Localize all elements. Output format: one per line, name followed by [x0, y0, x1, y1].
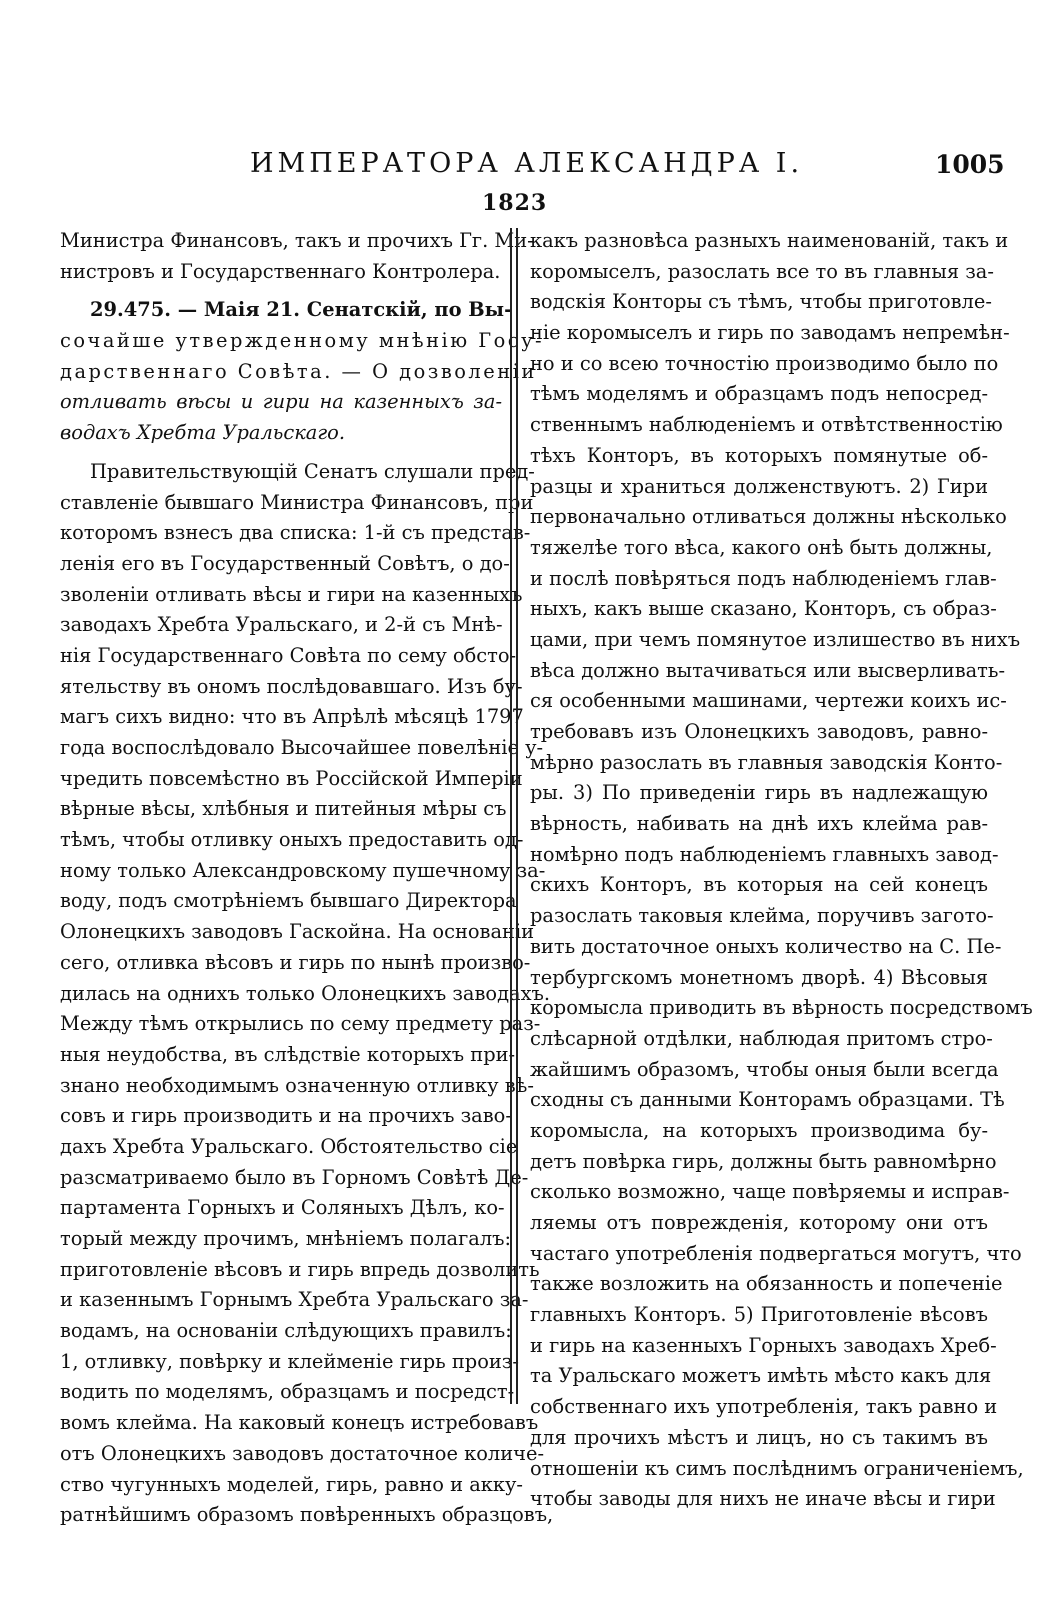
text-line: ратнѣйшимъ образомъ повѣренныхъ образцовъ, — [60, 1503, 554, 1527]
text-line: сколько возможно, чаще повѣряемы и исправ- — [530, 1180, 1010, 1204]
text-line: воду, подъ смотрѣніемъ бывшаго Директора — [60, 889, 517, 913]
text-line: ленія его въ Государственный Совѣтъ, о до- — [60, 551, 510, 575]
year-heading: 1823 — [482, 190, 548, 216]
text-line: коромысла, на которыхъ производима бу- — [530, 1118, 988, 1142]
text-line: первоначально отливаться должны нѣсколько — [530, 505, 1007, 529]
text-line: заводахъ Хребта Уральскаго, и 2-й съ Мнѣ- — [60, 613, 503, 637]
text-line: 1, отливку, повѣрку и клейменіе гирь произ- — [60, 1349, 519, 1373]
text-line: но и со всею точностію производимо было по — [530, 351, 999, 375]
text-line: ся особенными машинами, чертежи коихъ ис- — [530, 689, 1007, 713]
page-number: 1005 — [935, 150, 1005, 179]
text-line: ному только Александровскому пушечному за- — [60, 858, 546, 882]
text-line: магъ сихъ видно: что въ Апрѣлѣ мѣсяцѣ 1797 — [60, 705, 524, 729]
text-line: чтобы заводы для нихъ не иначе вѣсы и гири — [530, 1487, 996, 1511]
text-line: жайшимъ образомъ, чтобы оныя были всегда — [530, 1057, 999, 1081]
decree-title-line: водахъ Хребта Уральскаго. — [60, 421, 345, 445]
text-line: вѣса должно вытачиваться или высверливать- — [530, 658, 1006, 682]
text-line: отношеніи къ симъ послѣднимъ ограниченіемъ, — [530, 1456, 1024, 1480]
text-line: цами, при чемъ помянутое излишество въ нихъ — [530, 627, 1021, 651]
text-line: водамъ, на основаніи слѣдующихъ правилъ: — [60, 1319, 512, 1343]
text-line: частаго употребленія подвергаться могутъ, что — [530, 1241, 1022, 1265]
text-line: тѣмъ, чтобы отливку оныхъ предоставить од- — [60, 828, 524, 852]
text-line: какъ разновѣса разныхъ наименованій, такъ и — [530, 229, 1009, 252]
text-line: дахъ Хребта Уральскаго. Обстоятельство сіе — [60, 1134, 518, 1158]
text-line: слѣсарной отдѣлки, наблюдая притомъ стро- — [530, 1026, 993, 1050]
text-line: Правительствующій Сенатъ слушали пред- — [90, 459, 535, 483]
text-line: коромыселъ, разослать все то въ главныя за- — [530, 259, 994, 283]
text-line: тербургскомъ монетномъ дворѣ. 4) Вѣсовыя — [530, 965, 988, 989]
text-line: сего, отливка вѣсовъ и гирь по нынѣ произво- — [60, 950, 531, 974]
text-line: ніе коромыселъ и гирь по заводамъ непремѣн- — [530, 321, 1010, 345]
right-column — [530, 226, 1033, 1515]
left-column — [60, 226, 554, 1531]
text-line: Между тѣмъ открылись по сему предмету раз- — [60, 1012, 541, 1036]
text-line: совъ и гирь производить и на прочихъ заво- — [60, 1104, 512, 1128]
text-line: ныя неудобства, въ слѣдствіе которыхъ при- — [60, 1042, 516, 1066]
text-line: и казеннымъ Горнымъ Хребта Уральскаго за- — [60, 1288, 529, 1312]
text-line: разцы и храниться долженствуютъ. 2) Гири — [530, 474, 988, 498]
text-line: чредить повсемѣстно въ Россійской Имперіи — [60, 766, 523, 790]
text-line: партамента Горныхъ и Соляныхъ Дѣлъ, ко- — [60, 1196, 505, 1220]
text-line: ляемы отъ поврежденія, которому они отъ — [530, 1211, 988, 1234]
text-line: приготовленіе вѣсовъ и гирь впредь дозволить — [60, 1257, 540, 1281]
text-line: ятельству въ ономъ послѣдовавшаго. Изъ бу- — [60, 674, 523, 698]
text-line: детъ повѣрка гирь, должны быть равномѣрно — [530, 1149, 997, 1173]
text-line: коромысла приводить въ вѣрность посредствомъ — [530, 996, 1033, 1020]
text-line: вить достаточное оныхъ количество на С. Пе- — [530, 934, 1002, 958]
text-line: которомъ взнесъ два списка: 1-й съ представ- — [60, 521, 531, 545]
text-line: тѣхъ Конторъ, въ которыхъ помянутые об- — [530, 443, 988, 467]
decree-heading-line: сочайше утвержденному мнѣнію Госу- — [60, 329, 545, 353]
text-line: вомъ клейма. На каковый конецъ истребовавъ — [60, 1411, 539, 1435]
text-line: зволеніи отливать вѣсы и гири на казенныхъ — [60, 582, 523, 606]
decree-title-line: отливать вѣсы и гири на казенныхъ за- — [60, 390, 502, 414]
text-line: ственнымъ наблюденіемъ и отвѣтственностію — [530, 413, 1003, 437]
text-line: ры. 3) По приведеніи гирь въ надлежащую — [530, 781, 988, 805]
text-line: вѣрные вѣсы, хлѣбныя и питейныя мѣры съ — [60, 797, 507, 821]
text-line: та Уральскаго можетъ имѣть мѣсто какъ для — [530, 1364, 992, 1388]
text-line: разсматриваемо было въ Горномъ Совѣтѣ Де- — [60, 1165, 529, 1189]
text-line: также возложить на обязанность и попеченіе — [530, 1272, 1003, 1296]
text-line: нія Государственнаго Совѣта по сему обсто- — [60, 643, 517, 667]
text-line: тѣмъ моделямъ и образцамъ подъ непосред- — [530, 382, 988, 406]
text-line: и послѣ повѣряться подъ наблюденіемъ глав- — [530, 566, 997, 590]
text-line: Министра Финансовъ, такъ и прочихъ Гг. Ми- — [60, 229, 534, 252]
text-line: нистровъ и Государственнаго Контролера. — [60, 259, 501, 283]
text-line: ставленіе бывшаго Министра Финансовъ, при — [60, 490, 534, 514]
text-line: вѣрность, набивать на днѣ ихъ клейма рав- — [530, 812, 988, 836]
text-line: номѣрно подъ наблюденіемъ главныхъ завод- — [530, 842, 999, 866]
decree-heading-line: дарственнаго Совѣта. — О дозволеніи — [60, 359, 537, 383]
text-line: ныхъ, какъ выше сказано, Конторъ, съ образ- — [530, 597, 997, 621]
text-line: скихъ Конторъ, въ которыя на сей конецъ — [530, 873, 988, 897]
text-line: для прочихъ мѣстъ и лицъ, но съ такимъ въ — [530, 1425, 988, 1449]
text-line: и гирь на казенныхъ Горныхъ заводахъ Хреб- — [530, 1333, 997, 1357]
decree-heading-line: 29.475. — Маія 21. Сенатскій, по Вы- — [90, 298, 513, 322]
text-line: водить по моделямъ, образцамъ и посредст- — [60, 1380, 515, 1404]
text-line: тяжелѣе того вѣса, какого онѣ быть должны, — [530, 535, 993, 559]
text-line: дилась на однихъ только Олонецкихъ заводахъ. — [60, 981, 551, 1005]
text-line: торый между прочимъ, мнѣніемъ полагалъ: — [60, 1227, 512, 1250]
text-line: водскія Конторы съ тѣмъ, чтобы приготовле- — [530, 290, 992, 314]
text-line: знано необходимымъ означенную отливку вѣ- — [60, 1073, 534, 1097]
text-line: разослать таковыя клейма, поручивъ загото- — [530, 904, 994, 928]
text-line: Олонецкихъ заводовъ Гаскойна. На основаніи — [60, 920, 535, 944]
text-line: требовавъ изъ Олонецкихъ заводовъ, равно- — [530, 720, 988, 743]
column-divider — [510, 228, 518, 1404]
header-title: ИМПЕРАТОРА АЛЕКСАНДРА I. — [250, 148, 804, 179]
text-line: отъ Олонецкихъ заводовъ достаточное количе- — [60, 1441, 544, 1465]
text-line: ство чугунныхъ моделей, гирь, равно и акку- — [60, 1472, 523, 1496]
text-line: мѣрно разослать въ главныя заводскія Конто- — [530, 750, 1003, 774]
text-line: собственнаго ихъ употребленія, такъ равно и — [530, 1395, 998, 1419]
running-header — [0, 148, 1060, 188]
text-line: главныхъ Конторъ. 5) Приготовленіе вѣсовъ — [530, 1303, 988, 1327]
text-line: года воспослѣдовало Высочайшее повелѣніе у- — [60, 736, 544, 759]
text-line: сходны съ данными Конторамъ образцами. Тѣ — [530, 1088, 1005, 1112]
